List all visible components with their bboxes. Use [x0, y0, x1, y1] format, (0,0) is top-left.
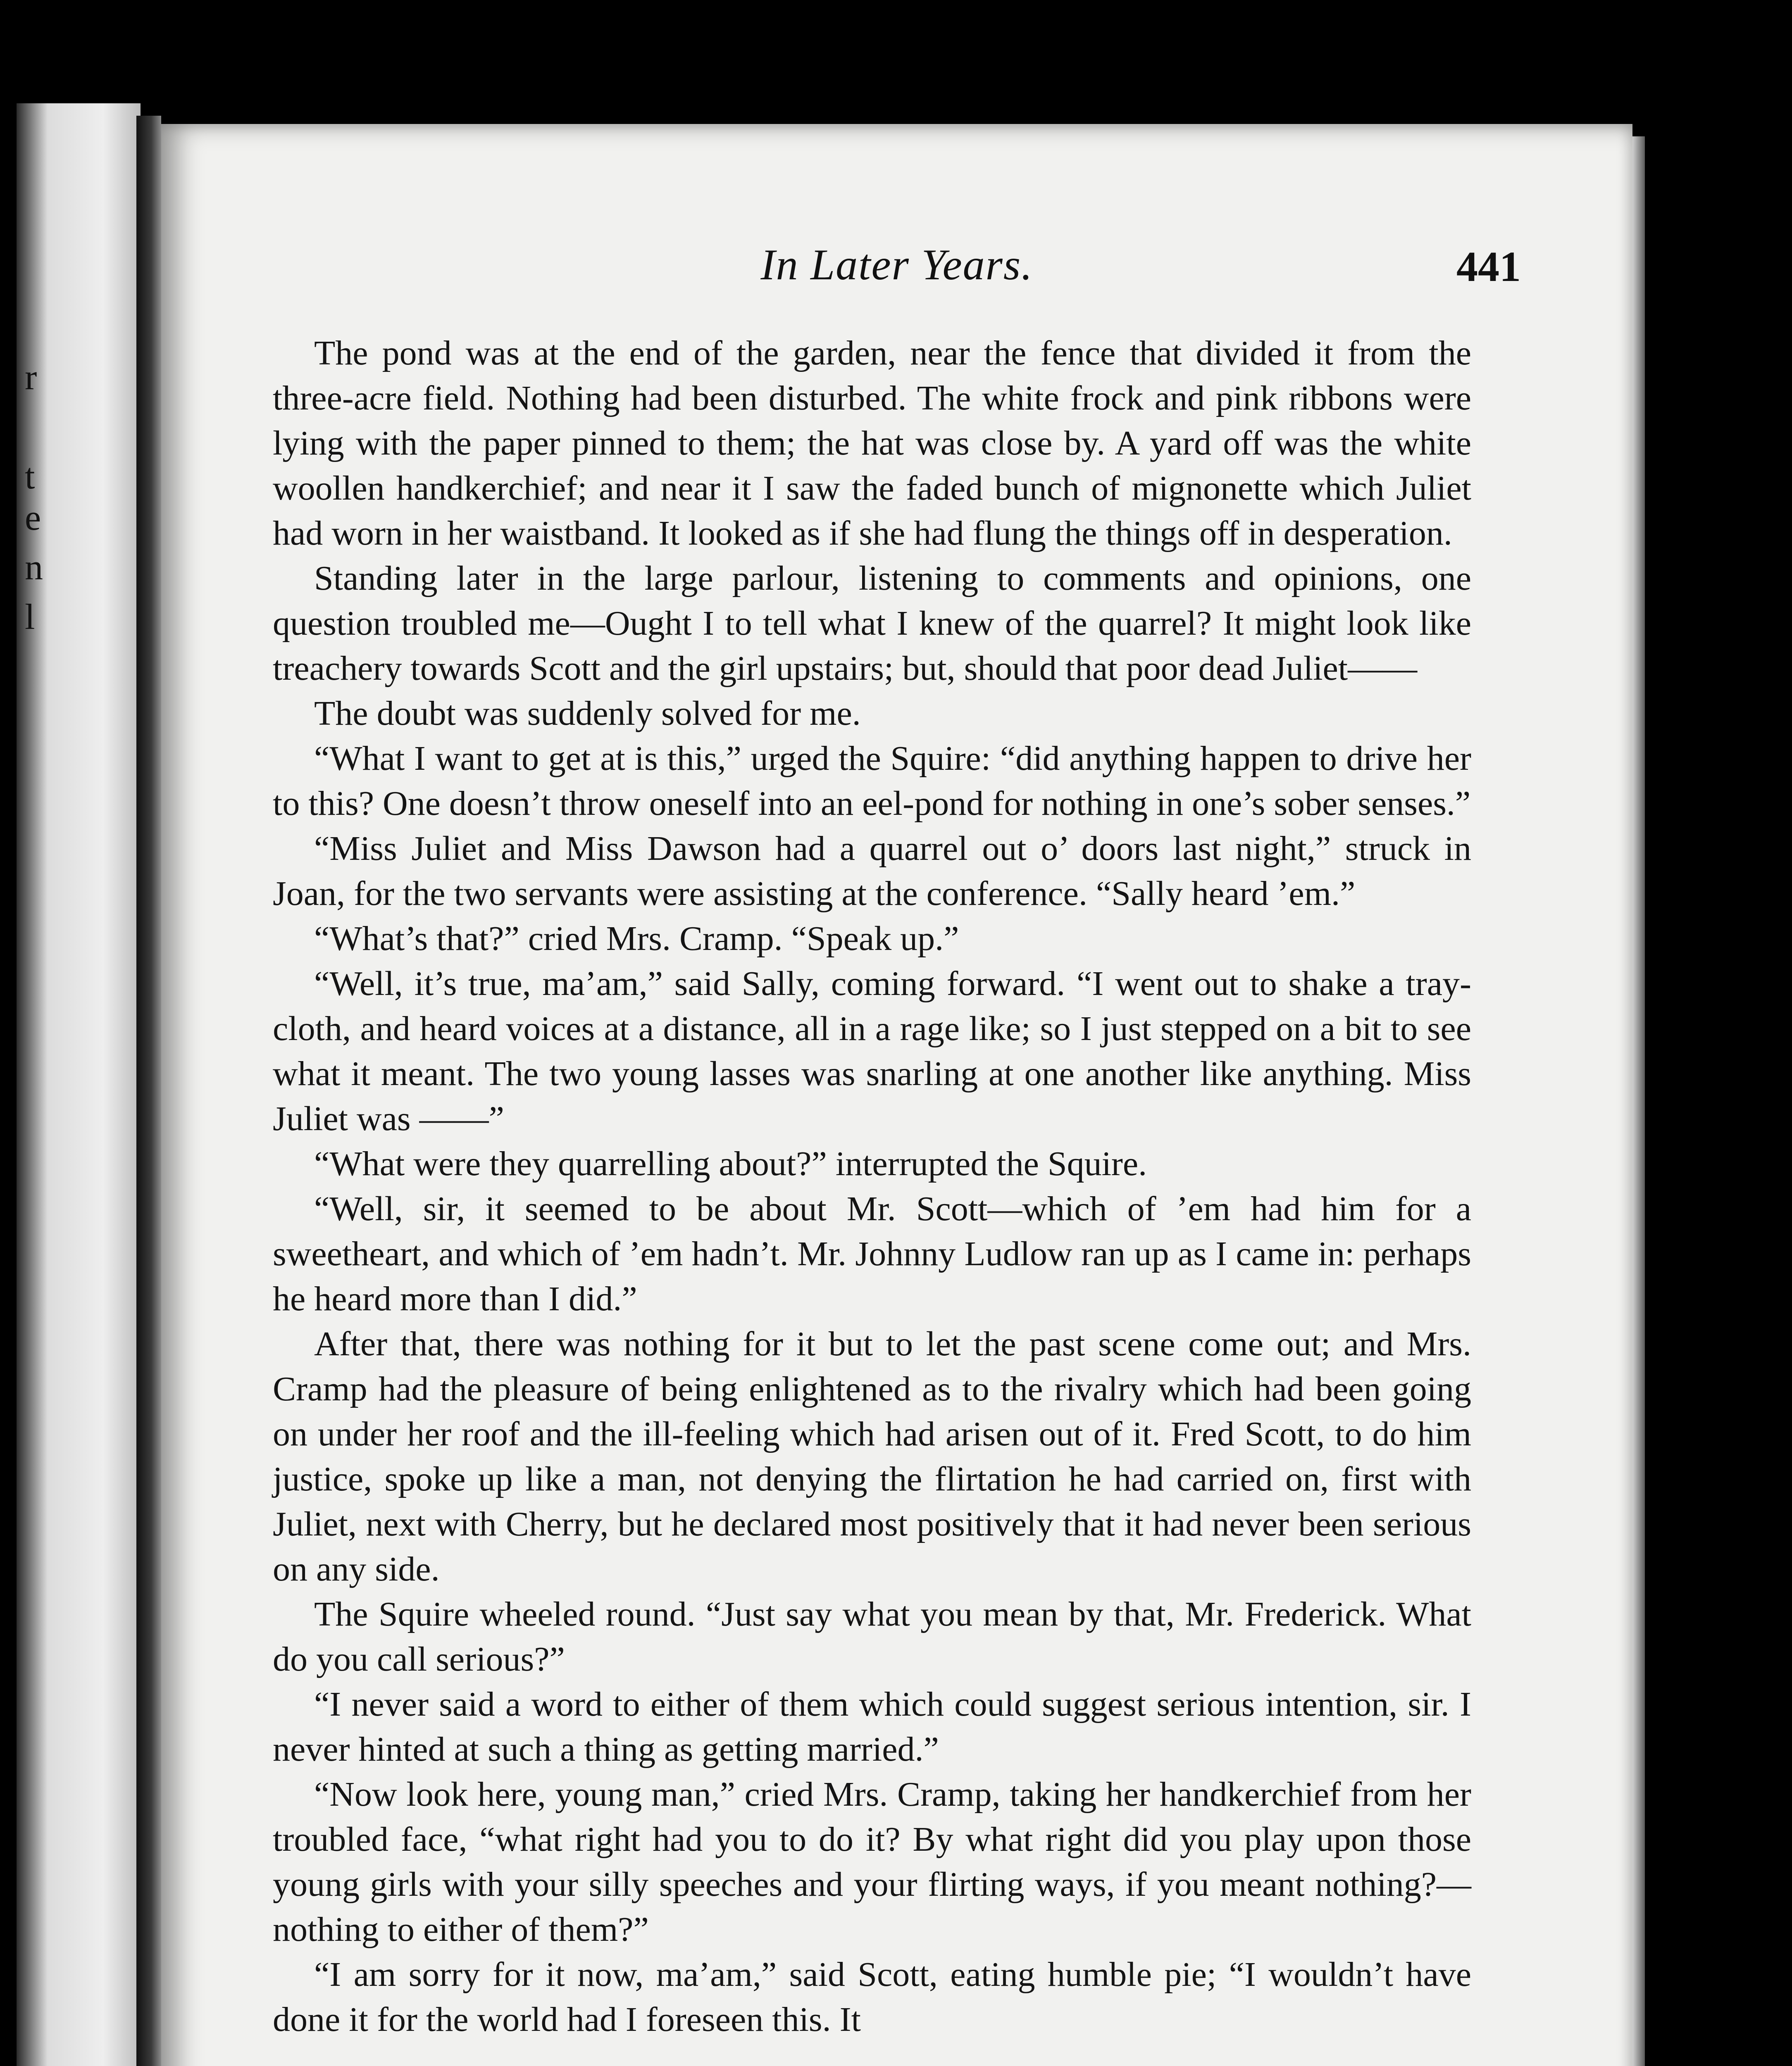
book-page: [161, 124, 1632, 2066]
left-page-fragment: t: [25, 457, 35, 497]
paragraph: The Squire wheeled round. “Just say what you mean by that, Mr. Frederick. What do you call serious?”: [273, 1595, 1471, 1678]
running-title: In Later Years.: [760, 240, 1033, 289]
left-page-fragment: l: [25, 597, 35, 637]
paragraph: “What’s that?” cried Mrs. Cramp. “Speak up.”: [314, 919, 959, 958]
page-edge: [1632, 136, 1645, 2066]
paragraph: The pond was at the end of the garden, near the fence that divided it from the three-acre field. Nothing had been disturbed. The white frock and pink ribbons were lying with the paper pinned to them; the hat was close by. A yard off was the white woollen handkerchief; and near it I saw the faded bunch of mignonette which Juliet had worn in her waistband. It looked as if she had flung the things off in desperation.: [273, 334, 1471, 552]
paragraph: “Now look here, young man,” cried Mrs. Cramp, taking her handkerchief from her troubled face, “what right had you to do it? By what right did you play upon those young girls with your silly speeches and your flirting ways, if you meant nothing?—nothing to either of them?”: [273, 1775, 1471, 1949]
page-header: [161, 240, 1632, 298]
paragraph: After that, there was nothing for it but to let the past scene come out; and Mrs. Cramp had the pleasure of being enlightened as to the rivalry which had been going on under her roof and the ill-feeling which had arisen out of it. Fred Scott, to do him justice, spoke up like a man, not denying the flirtation he had carried on, first with Juliet, next with Cherry, but he declared most positively that it had never been serious on any side.: [273, 1325, 1471, 1588]
paragraph: “What were they quarrelling about?” interrupted the Squire.: [314, 1145, 1147, 1183]
paragraph: “I am sorry for it now, ma’am,” said Scott, eating humble pie; “I wouldn’t have done it for the world had I foreseen this. It: [273, 1955, 1471, 2039]
paragraph: Standing later in the large parlour, listening to comments and opinions, one question troubled me—Ought I to tell what I knew of the quarrel? It might look like treachery towards Scott and the girl upstairs; but, should that poor dead Juliet——: [273, 559, 1471, 688]
paragraph: The doubt was suddenly solved for me.: [314, 694, 861, 733]
page-body: [273, 331, 1471, 2042]
left-page-fragment: r: [25, 357, 37, 397]
paragraph: “What I want to get at is this,” urged the Squire: “did anything happen to drive her to this? One doesn’t throw oneself into an eel-pond for nothing in one’s sober senses.”: [273, 739, 1471, 823]
page-number: 441: [1456, 243, 1521, 290]
left-facing-page: [17, 103, 141, 2066]
paragraph: “Miss Juliet and Miss Dawson had a quarrel out o’ doors last night,” struck in Joan, for the two servants were assisting at the conference. “Sally heard ’em.”: [273, 829, 1471, 913]
paragraph: “Well, it’s true, ma’am,” said Sally, coming forward. “I went out to shake a tray-cloth, and heard voices at a distance, all in a rage like; so I just stepped on a bit to see what it meant. The two young lasses was snarling at one another like anything. Miss Juliet was ——”: [273, 964, 1471, 1138]
paragraph: “I never said a word to either of them which could suggest serious intention, sir. I never hinted at such a thing as getting married.”: [273, 1685, 1471, 1768]
book-gutter: [136, 116, 161, 2066]
left-page-fragment: e: [25, 498, 41, 538]
left-page-fragment: n: [25, 547, 43, 588]
paragraph: “Well, sir, it seemed to be about Mr. Scott—which of ’em had him for a sweetheart, and which of ’em hadn’t. Mr. Johnny Ludlow ran up as I came in: perhaps he heard more than I did.”: [273, 1190, 1471, 1318]
